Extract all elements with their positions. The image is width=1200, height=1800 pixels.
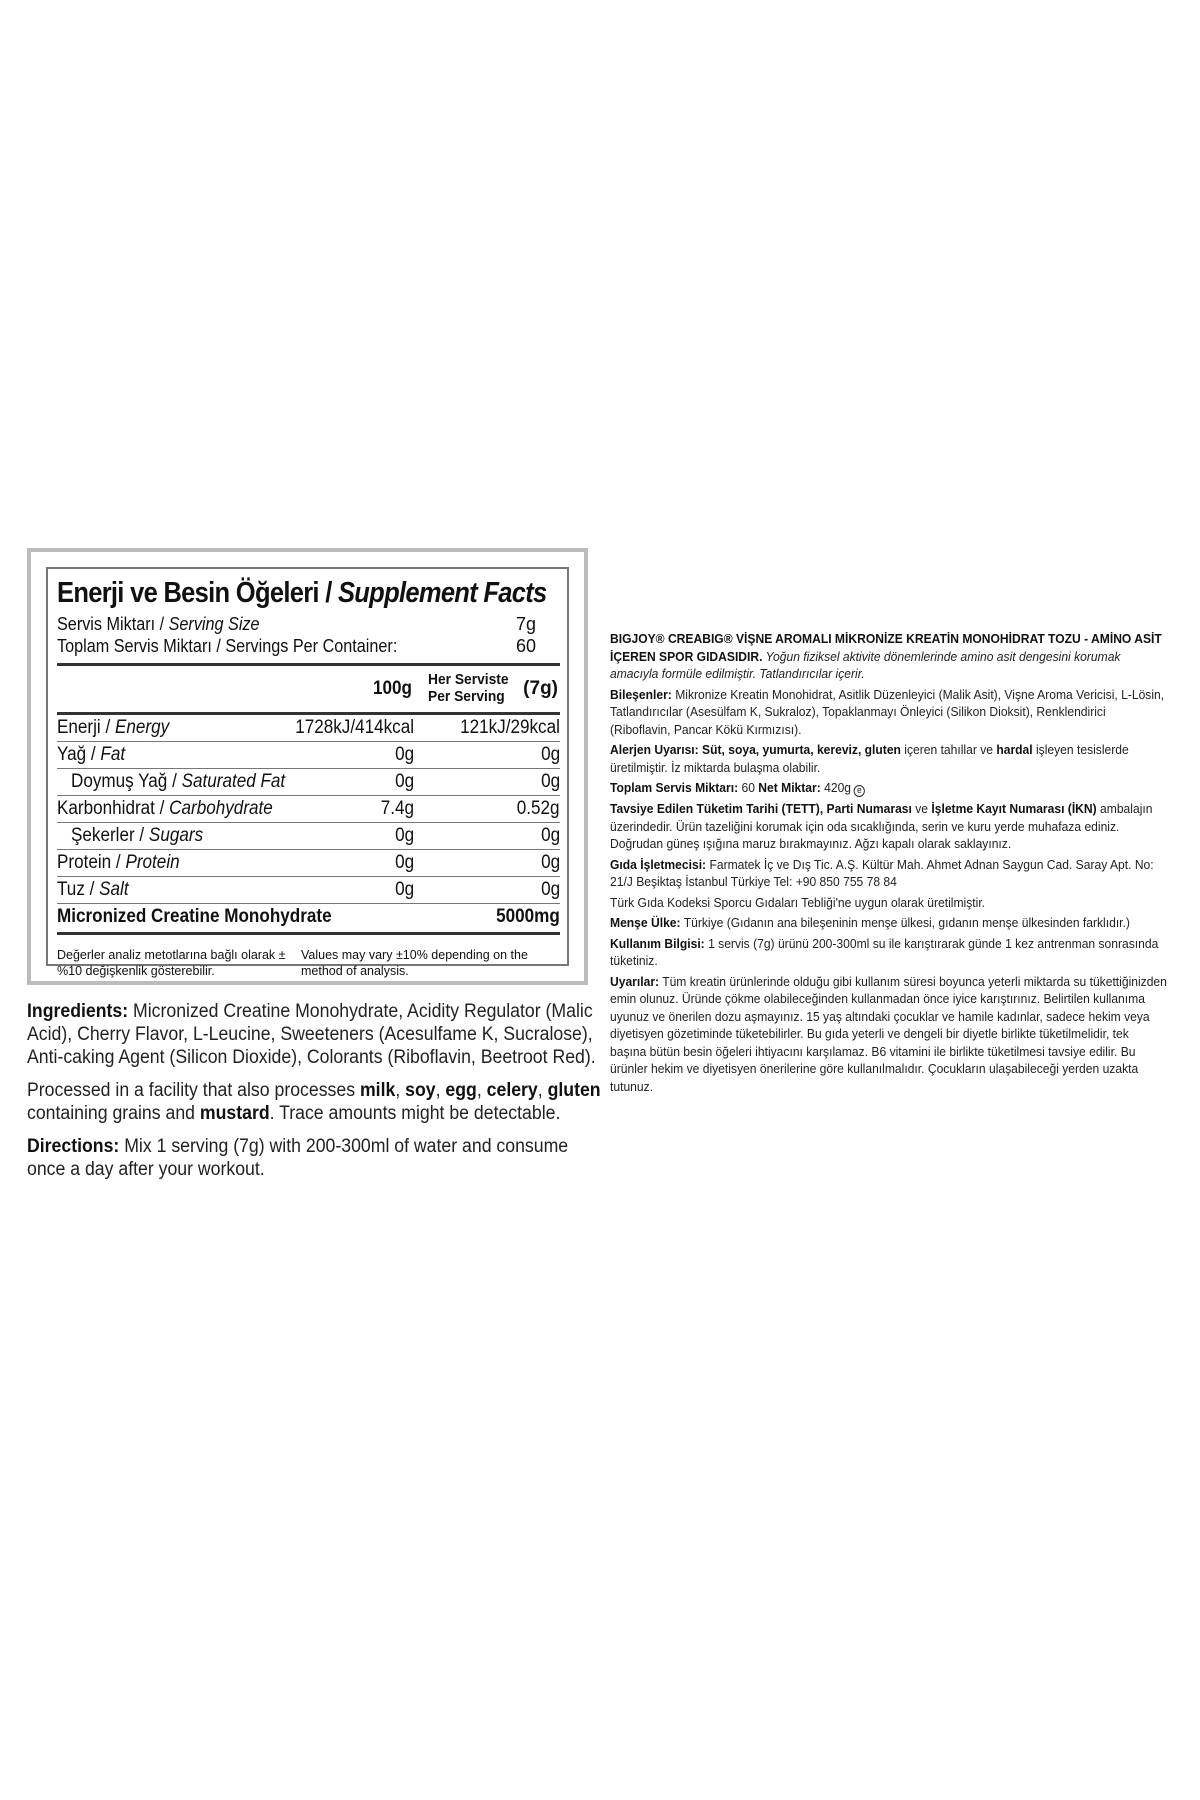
supplement-facts-frame bbox=[46, 567, 569, 978]
column-header-per-serving: Her Serviste Per Serving bbox=[428, 671, 509, 705]
creatine-label: Micronized Creatine Monohydrate bbox=[57, 906, 332, 927]
nutrient-value-100g: 1728kJ/414kcal bbox=[295, 717, 414, 738]
nutrient-value-per-serving: 0g bbox=[540, 852, 560, 873]
serving-size-row bbox=[57, 613, 560, 635]
nutrient-value-per-serving: 0g bbox=[540, 879, 560, 900]
e-mark-icon: e bbox=[854, 785, 865, 797]
nutrient-row bbox=[57, 769, 560, 795]
nutrient-value-per-serving: 0g bbox=[540, 771, 560, 792]
nutrient-row bbox=[57, 877, 560, 903]
operator-paragraph: Gıda İşletmecisi: Farmatek İç ve Dış Tic. A.Ş. Kültür Mah. Ahmet Adnan Saygun Cad. Saray Apt. No: 21/J Beşiktaş İstanbul Türkiye Tel: +90 850 755 78 84 bbox=[610, 856, 1154, 889]
nutrient-row bbox=[57, 850, 560, 876]
servings-per-container-row bbox=[57, 635, 560, 657]
divider bbox=[57, 932, 560, 935]
origin-paragraph: Menşe Ülke: Türkiye (Gıdanın ana bileşeninin menşe ülkesi, gıdanın menşe ülkesinden farklıdır.) bbox=[610, 915, 1130, 930]
nutrient-value-100g: 0g bbox=[394, 879, 414, 900]
nutrient-rows bbox=[57, 715, 560, 903]
components-paragraph: Bileşenler: Mikronize Kreatin Monohidrat, Asitlik Düzenleyici (Malik Asit), Vişne Aroma Vericisi, L-Lösin, Tatlandırıcılar (Asesülfam K, Sukraloz), Topaklanmayı Önleyici (Silikon Dioksit), Renklendirici (Riboflavin, Pancar Kökü Kırmızısı). bbox=[610, 686, 1165, 737]
servings-per-container-value: 60 bbox=[515, 636, 536, 656]
nutrient-name: Şekerler / Sugars bbox=[71, 825, 204, 846]
usage-paragraph: Kullanım Bilgisi: 1 servis (7g) ürünü 200-300ml su ile karıştırarak günde 1 kez antrenman sonrasında tüketiniz. bbox=[610, 935, 1159, 968]
nutrient-name: Karbonhidrat / Carbohydrate bbox=[57, 798, 273, 819]
nutrient-name: Doymuş Yağ / Saturated Fat bbox=[71, 771, 286, 792]
creatine-value: 5000mg bbox=[496, 906, 560, 927]
nutrient-row bbox=[57, 823, 560, 849]
serving-size-value: 7g bbox=[515, 614, 536, 634]
nutrient-value-100g: 0g bbox=[394, 744, 414, 765]
codex-paragraph: Türk Gıda Kodeksi Sporcu Gıdaları Tebliği'ne uygun olarak üretilmiştir. bbox=[610, 894, 986, 910]
servings-per-container-label: Toplam Servis Miktarı / Servings Per Container: bbox=[57, 636, 398, 656]
column-header-100g: 100g bbox=[373, 678, 412, 699]
turkish-info bbox=[610, 630, 1170, 1098]
nutrient-row bbox=[57, 742, 560, 768]
directions-paragraph: Directions: Mix 1 serving (7g) with 200-300ml of water and consume once a day after your workout. bbox=[27, 1136, 569, 1180]
column-header-row bbox=[57, 666, 560, 712]
nutrient-value-100g: 0g bbox=[394, 825, 414, 846]
nutrient-value-per-serving: 121kJ/29kcal bbox=[460, 717, 560, 738]
facts-title: Enerji ve Besin Öğeleri / Supplement Facts bbox=[57, 577, 547, 609]
nutrient-name: Protein / Protein bbox=[57, 852, 180, 873]
warnings-paragraph: Uyarılar: Tüm kreatin ürünlerinde olduğu gibi kullanım süresi boyunca yeterli miktarda su tükettiğinizden emin olunuz. Üründe çökme olabileceğinden kullanmadan önce iyice karıştırınız. Belirtilen kullanıma uyunuz ve önerilen dozu aşmayınız. 15 yaş altındaki çocuklar ve hamile kadınlar, sadece hekim veya diyetisyen gözetiminde tüketebilirler. Bu gıda yeterli ve dengeli bir diyetle birlikte tüketilmelidir, tek başına bütün besin öğeleri ihtiyacını karşılamaz. B6 vitamini ile birlikte tüketilmesi tavsiye edilir. Bu ürünler hekim ve diyetisyen önerilerine göre kullanılmalıdır. Çocukların ulaşabileceği yerden uzakta tutunuz. bbox=[610, 973, 1167, 1094]
ingredients-paragraph: Ingredients: Micronized Creatine Monohydrate, Acidity Regulator (Malic Acid), Cherry Flavor, L-Leucine, Sweeteners (Acesulfame K, Sucralose), Anti-caking Agent (Silicon Dioxide), Colorants (Riboflavin, Beetroot Red). bbox=[27, 1001, 596, 1068]
english-info bbox=[27, 1000, 607, 1191]
nutrient-value-100g: 0g bbox=[394, 771, 414, 792]
nutrient-value-per-serving: 0.52g bbox=[517, 798, 560, 819]
nutrient-value-per-serving: 0g bbox=[540, 825, 560, 846]
variance-note-tr: Değerler analiz metotlarına bağlı olarak ±%10 değişkenlik gösterebilir. bbox=[57, 948, 286, 978]
supplement-facts-content bbox=[57, 573, 560, 987]
nutrient-value-100g: 0g bbox=[394, 852, 414, 873]
nutrient-row bbox=[57, 715, 560, 741]
column-header-serving-unit: (7g) bbox=[523, 678, 558, 699]
variance-note-en: Values may vary ±10% depending on the method of analysis. bbox=[301, 948, 528, 978]
allergen-paragraph: Processed in a facility that also processes milk, soy, egg, celery, gluten containing grains and mustard. Trace amounts might be detectable. bbox=[27, 1080, 601, 1124]
serving-size-label: Servis Miktarı / Serving Size bbox=[57, 614, 260, 634]
product-title-paragraph: BIGJOY® CREABIG® VİŞNE AROMALI MİKRONİZE KREATİN MONOHİDRAT TOZU - AMİNO ASİT İÇEREN SPOR GIDASIDIR. Yoğun fiziksel aktivite dönemlerinde amino asit dengesini korumak amacıyla formüle edilmiştir. Tatlandırıcılar içerir. bbox=[610, 631, 1162, 681]
nutrient-name: Enerji / Energy bbox=[57, 717, 170, 738]
nutrient-value-100g: 7.4g bbox=[380, 798, 414, 819]
net-quantity-paragraph: Toplam Servis Miktarı: 60 Net Miktar: 420g e bbox=[610, 779, 1168, 797]
nutrient-row bbox=[57, 796, 560, 822]
nutrient-value-per-serving: 0g bbox=[540, 744, 560, 765]
nutrient-name: Yağ / Fat bbox=[57, 744, 126, 765]
creatine-row bbox=[57, 904, 560, 930]
allergen-warning-paragraph: Alerjen Uyarısı: Süt, soya, yumurta, kereviz, gluten içeren tahıllar ve hardal işleyen tesislerde üretilmiştir. İz miktarda bulaşma olabilir. bbox=[610, 742, 1129, 775]
facts-notes bbox=[57, 947, 560, 987]
storage-paragraph: Tavsiye Edilen Tüketim Tarihi (TETT), Parti Numarası ve İşletme Kayıt Numarası (İKN) ambalajın üzerindedir. Ürün tazeliğini korumak için oda sıcaklığında, serin ve kuru yerde muhafaza ediniz. Doğrudan güneş ışığına maruz bırakmayınız. Ağzı kapalı olarak saklayınız. bbox=[610, 801, 1153, 851]
nutrient-name: Tuz / Salt bbox=[57, 879, 129, 900]
supplement-facts-panel bbox=[27, 548, 588, 985]
